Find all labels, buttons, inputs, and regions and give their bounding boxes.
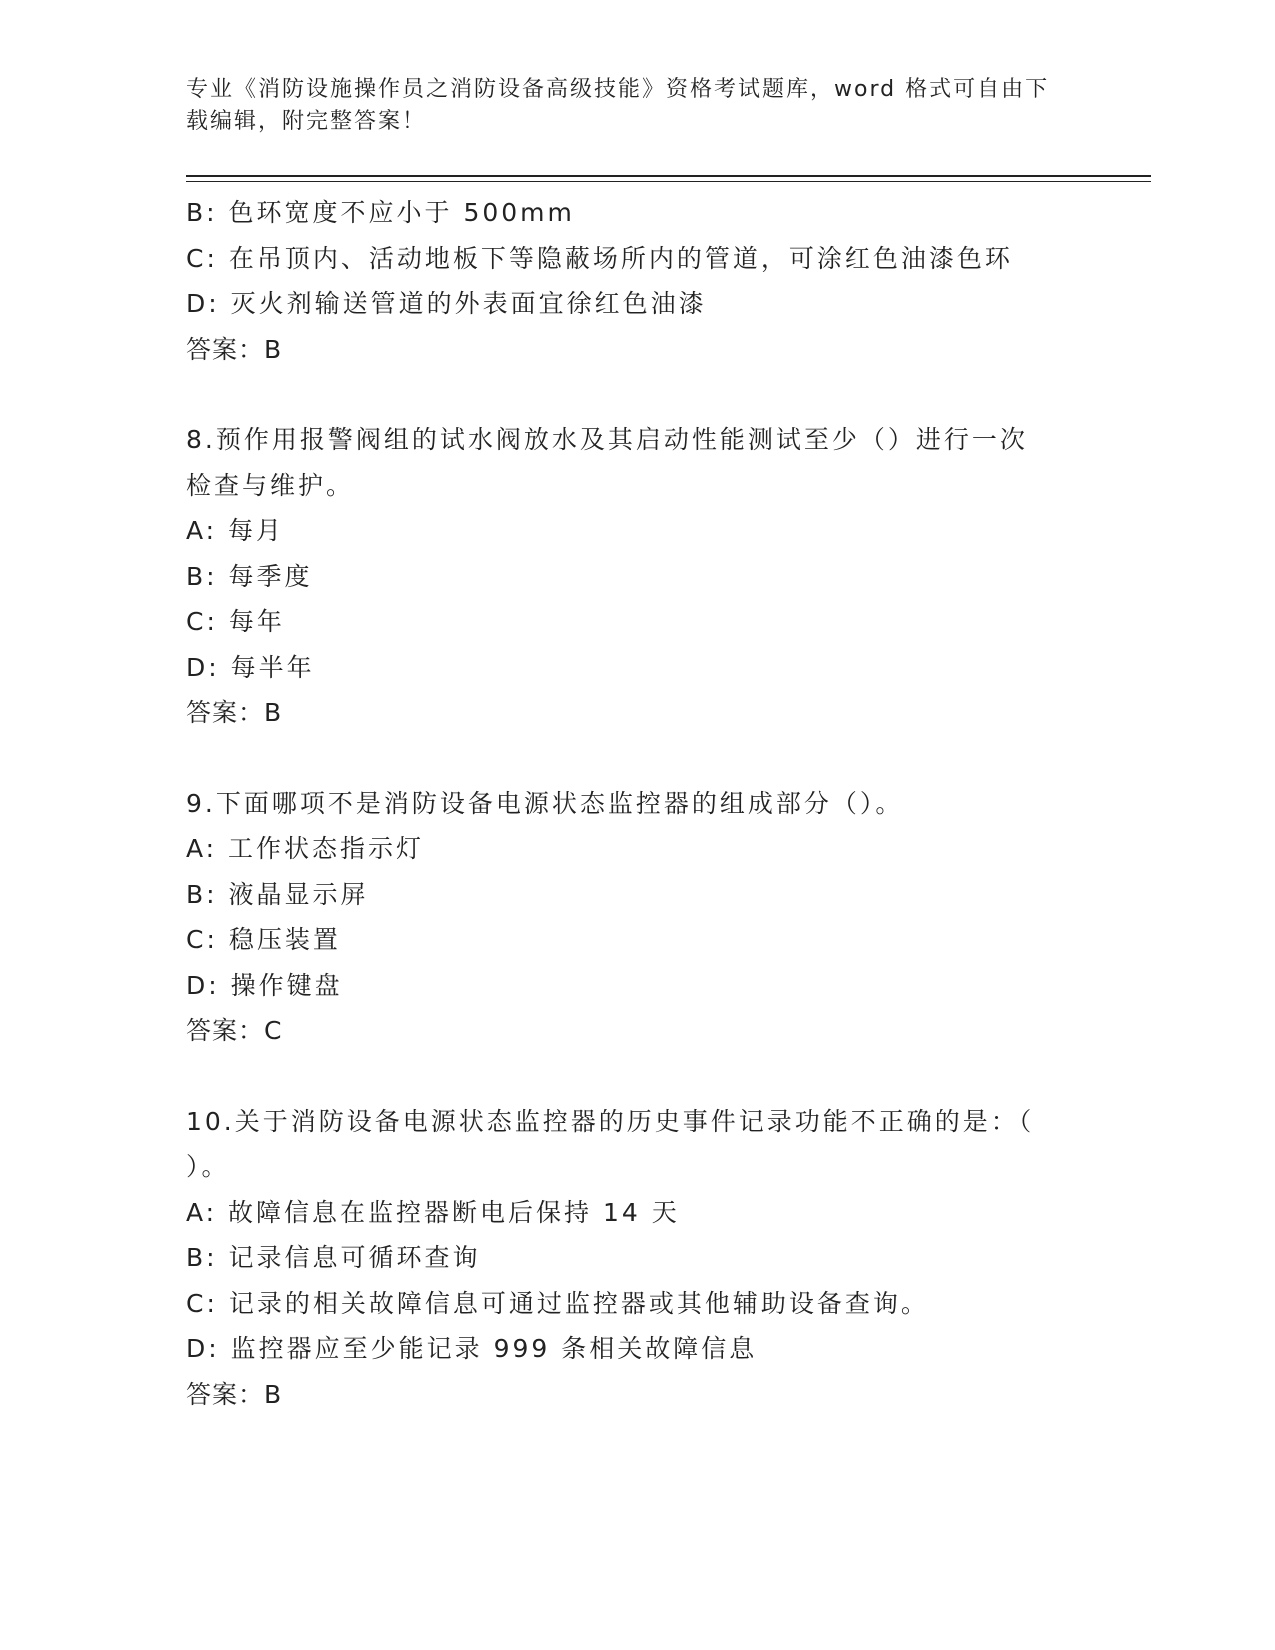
document-header: 专业《消防设施操作员之消防设备高级技能》资格考试题库，word 格式可自由下载编辑，附完整答案！	[186, 77, 1050, 134]
option-b: B: 每季度	[186, 561, 313, 591]
option-a: A: 故障信息在监控器断电后保持 14 天	[186, 1197, 680, 1227]
question-9	[186, 781, 1086, 1054]
option-d: D: 监控器应至少能记录 999 条相关故障信息	[186, 1334, 758, 1363]
prev-question-block	[186, 190, 1086, 372]
option-a: A: 工作状态指示灯	[186, 834, 425, 863]
option-d: D: 操作键盘	[186, 970, 343, 1000]
answer-line: 答案：B	[186, 1379, 283, 1409]
spacer	[186, 372, 1086, 417]
question-content	[186, 190, 1086, 1417]
spacer	[186, 736, 1086, 781]
option-a: A: 每月	[186, 516, 285, 545]
header-rule-thin	[186, 181, 1151, 182]
question-10	[186, 1099, 1086, 1418]
question-stem: 10.关于消防设备电源状态监控器的历史事件记录功能不正确的是：（	[186, 1106, 1035, 1136]
question-8	[186, 417, 1086, 736]
answer-line: 答案：B	[186, 334, 283, 364]
question-stem-cont: 检查与维护。	[186, 470, 355, 500]
question-stem-cont: ）。	[186, 1152, 230, 1181]
answer-line: 答案：B	[186, 698, 283, 727]
option-d: D: 灭火剂输送管道的外表面宜徐红色油漆	[186, 289, 707, 318]
option-c: C: 记录的相关故障信息可通过监控器或其他辅助设备查询。	[186, 1288, 929, 1318]
option-c: C: 稳压装置	[186, 925, 341, 954]
option-b: B: 色环宽度不应小于 500mm	[186, 198, 575, 227]
answer-line: 答案：C	[186, 1016, 283, 1045]
spacer	[186, 1054, 1086, 1099]
option-d: D: 每半年	[186, 652, 315, 682]
option-c: C: 每年	[186, 607, 285, 636]
question-stem: 9.下面哪项不是消防设备电源状态监控器的组成部分（）。	[186, 788, 904, 818]
question-stem: 8.预作用报警阀组的试水阀放水及其启动性能测试至少（）进行一次	[186, 425, 1028, 454]
option-b: B: 液晶显示屏	[186, 879, 369, 909]
option-c: C: 在吊顶内、活动地板下等隐蔽场所内的管道，可涂红色油漆色环	[186, 243, 1013, 273]
option-b: B: 记录信息可循环查询	[186, 1243, 481, 1272]
header-rule-thick	[186, 175, 1151, 177]
